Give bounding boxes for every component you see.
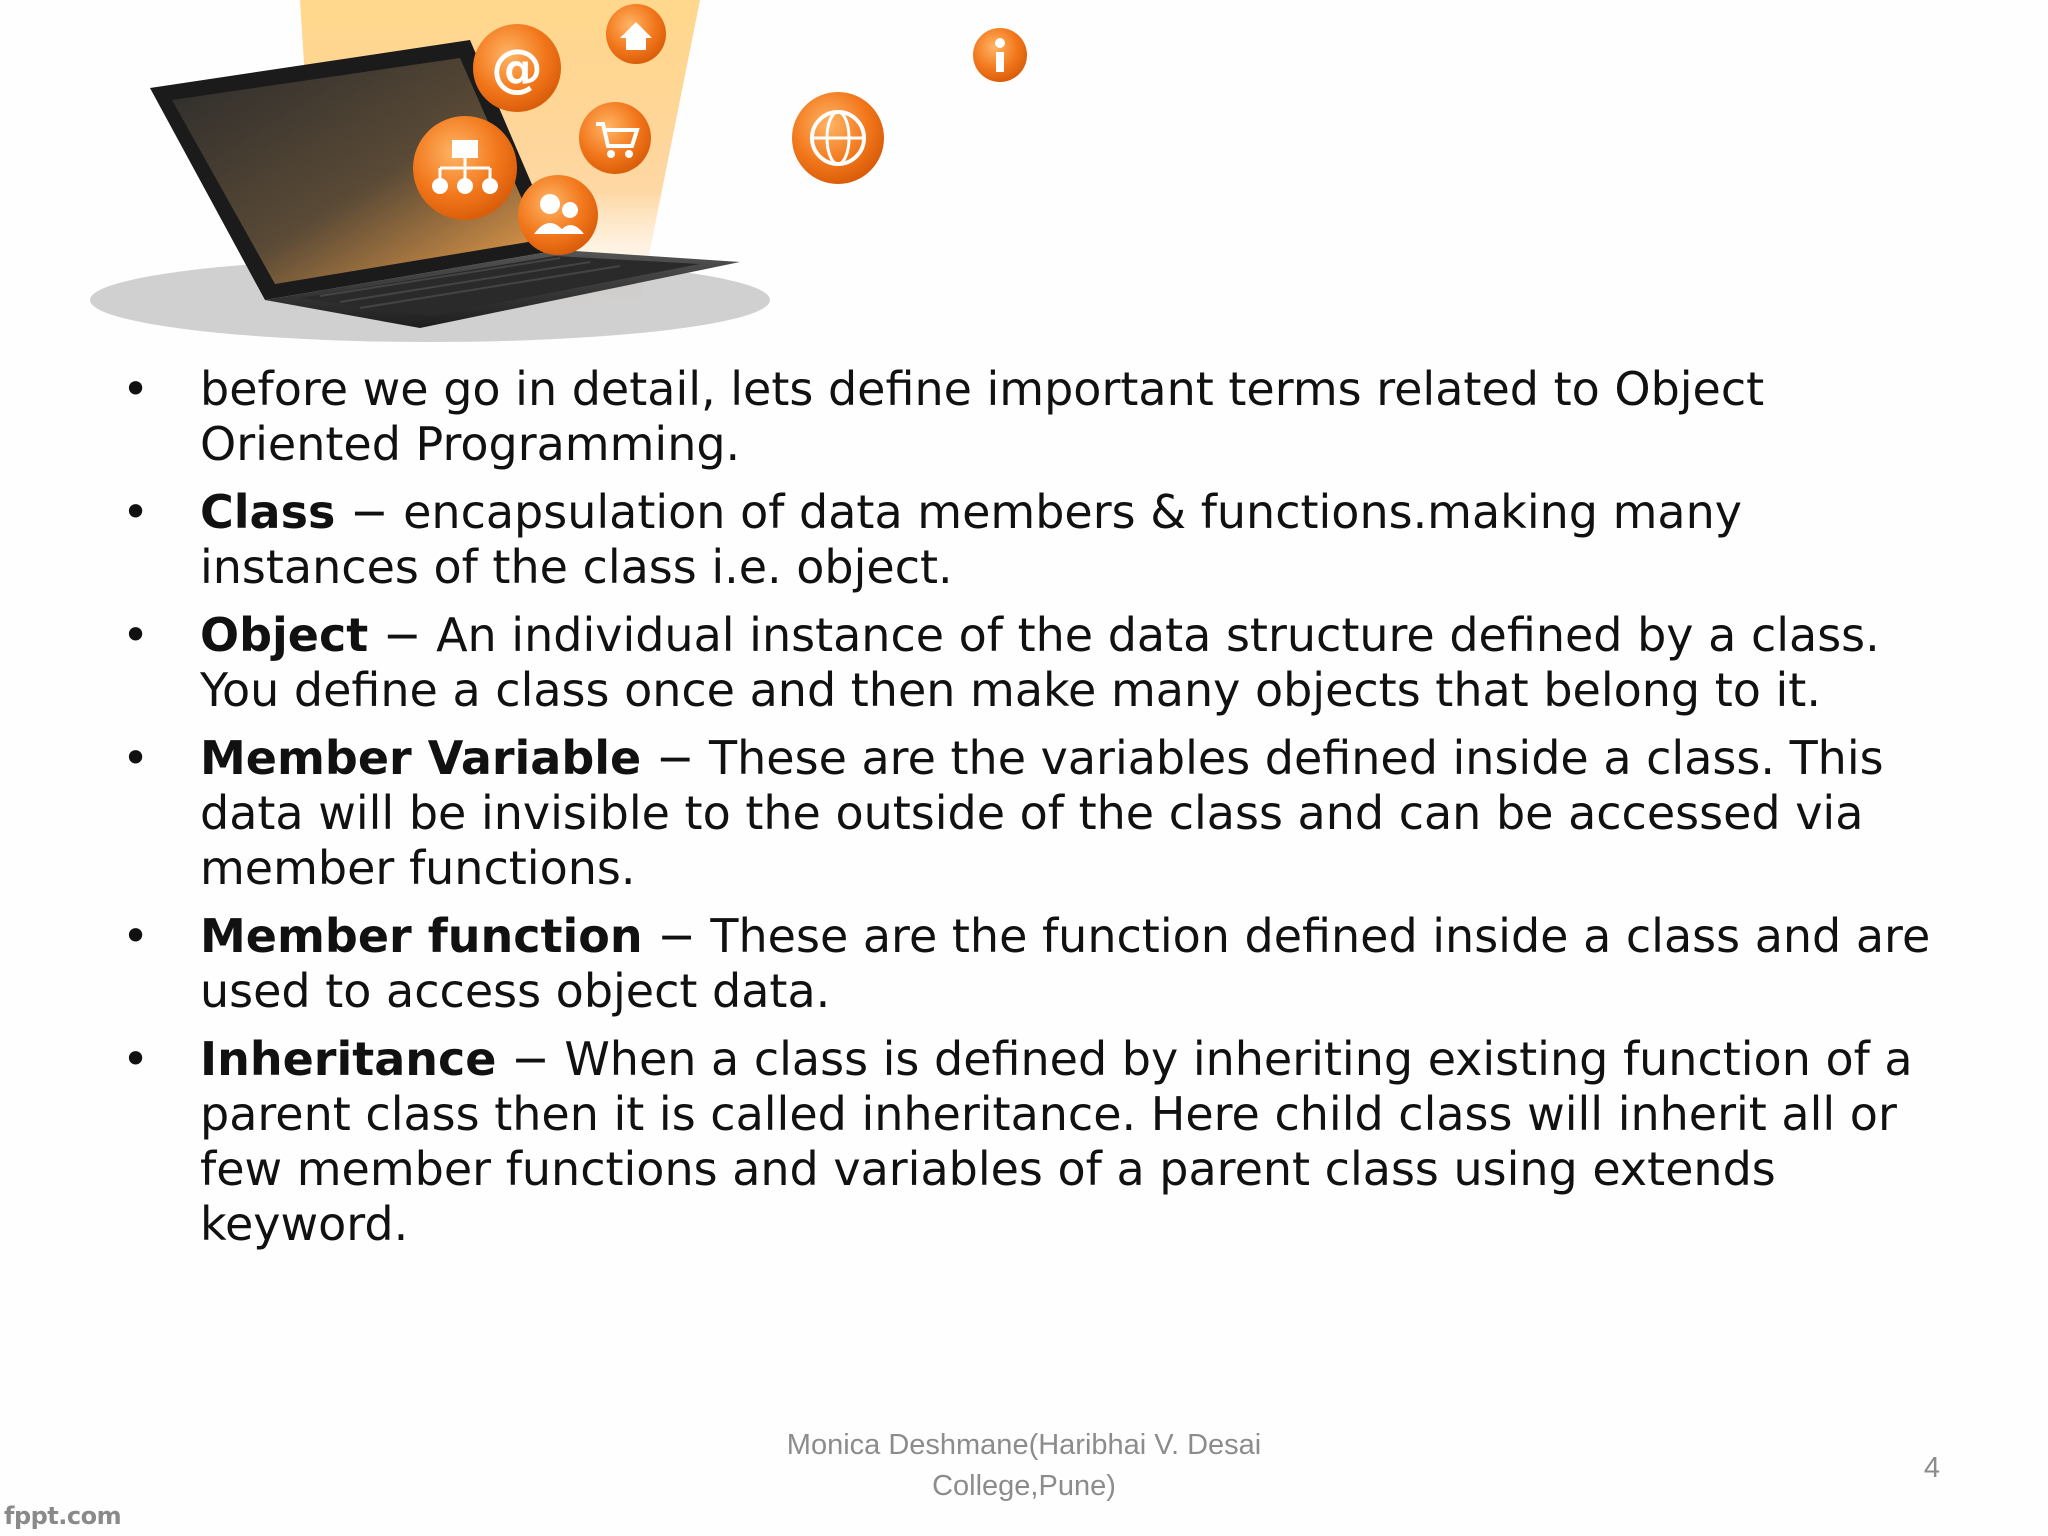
term-inheritance: Inheritance (200, 1032, 497, 1086)
bullet-marker: • (122, 731, 150, 785)
bullet-member-variable (118, 731, 1958, 896)
term-separator: − (642, 909, 711, 963)
term-object: Object (200, 608, 369, 662)
bullet-member-function (118, 909, 1958, 1019)
term-separator: − (641, 731, 710, 785)
bullet-marker: • (122, 1032, 150, 1086)
watermark: fppt.com (4, 1502, 122, 1530)
footer-author: Monica Deshmane(Haribhai V. Desai College,Pune) (786, 1429, 1262, 1502)
sitemap-icon (413, 116, 517, 220)
term-class: Class (200, 485, 336, 539)
bullet-marker: • (122, 485, 150, 539)
shopping-cart-icon (579, 102, 651, 174)
bullet-text: An individual instance of the data structure defined by a class. You define a class once and then make many objects that belong to it. (200, 608, 1880, 717)
home-icon (606, 4, 666, 64)
slide-number: 4 (1923, 1452, 1940, 1484)
globe-icon (792, 92, 884, 184)
term-separator: − (368, 608, 437, 662)
bullet-text: When a class is defined by inheriting existing function of a parent class then it is called inheritance. Here child class will inherit all or few member functions and variables of a parent class using extends keyword. (200, 1032, 1913, 1251)
info-icon (973, 28, 1027, 82)
term-separator: − (335, 485, 404, 539)
bullet-inheritance (118, 1032, 1958, 1252)
bullet-text: encapsulation of data members & functions.making many instances of the class i.e. object. (200, 485, 1742, 594)
bullet-class (118, 485, 1958, 595)
email-at-icon (473, 24, 561, 112)
svg-text:@: @ (491, 39, 543, 99)
laptop-illustration (0, 0, 1100, 380)
users-icon (518, 175, 598, 255)
definitions-list (118, 362, 1958, 1265)
bullet-object (118, 608, 1958, 718)
term-separator: − (496, 1032, 565, 1086)
term-member-function: Member function (200, 909, 643, 963)
term-member-variable: Member Variable (200, 731, 642, 785)
bullet-intro (118, 362, 1958, 472)
bullet-marker: • (122, 608, 150, 662)
bullet-marker: • (122, 909, 150, 963)
bullet-marker: • (122, 362, 150, 416)
bullet-text: These are the variables defined inside a class. This data will be invisible to the outside of the class and can be accessed via member functions. (200, 731, 1884, 895)
bullet-text: These are the function defined inside a class and are used to access object data. (200, 909, 1931, 1018)
bullet-text: before we go in detail, lets define important terms related to Object Oriented Programming. (200, 362, 1765, 471)
